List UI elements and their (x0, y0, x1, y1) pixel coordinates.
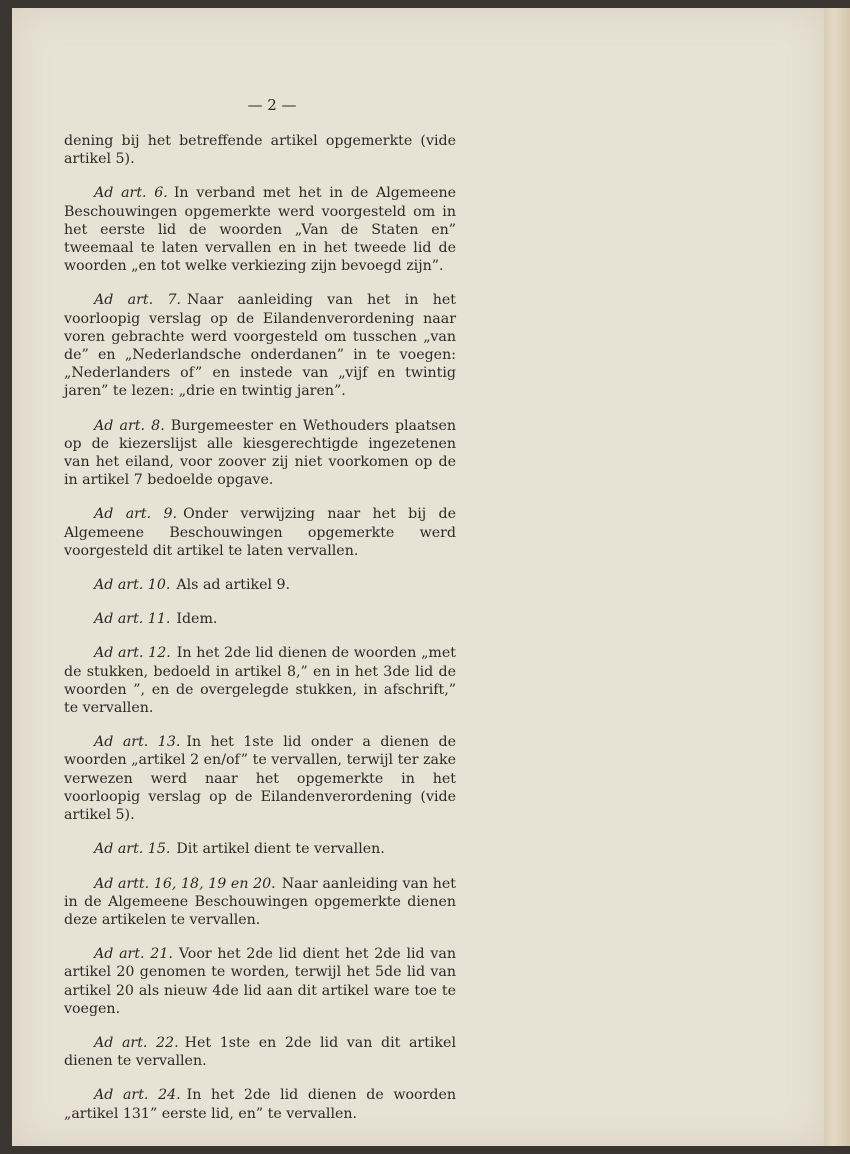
paragraph-text: In het 2de lid dienen de woorden „met de stukken, bedoeld in artikel 8,” en in het 3de lid de woorden ”, en de overgelegde stukken, in afschrift,” te vervallen. (64, 645, 456, 717)
paragraph-text: Onder verwijzing naar het bij de Algemeene Beschouwingen opgemerkte werd voorgesteld dit artikel te laten vervallen. (64, 506, 456, 559)
paragraph-art-8 (64, 417, 456, 490)
paragraph-art-22 (64, 1034, 456, 1070)
article-ref: Ad art. 13. (94, 734, 181, 751)
paragraph-art-16-20 (64, 875, 456, 930)
article-ref: Ad art. 11. (94, 611, 171, 628)
article-ref: Ad art. 15. (94, 841, 171, 858)
paragraph-text: Voor het 2de lid dient het 2de lid van artikel 20 genomen te worden, terwijl het 5de lid van artikel 20 als nieuw 4de lid aan dit artikel ware toe te voegen. (64, 946, 456, 1017)
opening-paragraph: dening bij het betreffende artikel opgemerkte (vide artikel 5). (64, 133, 456, 168)
article-ref: Ad art. 8. (94, 417, 165, 434)
article-ref: Ad art. 22. (94, 1034, 179, 1051)
paragraph-art-10 (64, 576, 456, 594)
page-edge (824, 8, 850, 1146)
paragraph-art-21 (64, 945, 456, 1018)
paragraph-text: Als ad artikel 9. (176, 577, 291, 594)
article-ref: Ad artt. 16, 18, 19 en 20. (94, 875, 276, 892)
paragraph-text: Naar aanleiding van het in het voorloopig verslag op de Eilandenverordening naar voren gebrachte werd voorgesteld om tusschen „van de” en „Nederlandsche onderdanen” in te voegen: „Nederlanders of” en instede van „vijf en twintig jaren” te lezen: „drie en twintig jaren”. (64, 292, 456, 400)
document-body (64, 132, 456, 1139)
article-ref: Ad art. 6. (94, 185, 168, 202)
article-ref: Ad art. 10. (94, 577, 171, 594)
article-ref: Ad art. 21. (94, 946, 173, 963)
paragraph-art-13 (64, 733, 456, 824)
paragraph-art-6 (64, 184, 456, 275)
paragraph-art-9 (64, 505, 456, 560)
paragraph-art-12 (64, 644, 456, 717)
article-ref: Ad art. 7. (94, 292, 182, 309)
article-ref: Ad art. 12. (94, 645, 171, 662)
paragraph-text: In het 2de lid dienen de woorden „artikel 131” eerste lid, en” te vervallen. (64, 1087, 456, 1122)
article-ref: Ad art. 24. (94, 1087, 181, 1104)
paragraph-art-15 (64, 840, 456, 858)
paragraph-text: In het 1ste lid onder a dienen de woorden „artikel 2 en/of” te vervallen, terwijl ter zake verwezen werd naar het opgemerkte in het voorloopig verslag op de Eilandenverordening (vide artikel 5). (64, 734, 456, 824)
paragraph-text: Burgemeester en Wethouders plaatsen op de kiezerslijst alle kiesgerechtigde ingezetenen van het eiland, voor zoover zij niet voorkomen op de in artikel 7 bedoelde opgave. (64, 417, 456, 489)
paragraph-text: Naar aanleiding van het in de Algemeene Beschouwingen opgemerkte dienen deze artikelen te vervallen. (64, 875, 456, 928)
paragraph-text: Idem. (176, 611, 218, 628)
paragraph-text: In verband met het in de Algemeene Beschouwingen opgemerkte werd voorgesteld om in het eerste lid de woorden „Van de Staten en” tweemaal te laten vervallen en in het tweede lid de woorden „en tot welke verkiezing zijn bevoegd zijn”. (64, 185, 457, 275)
paragraph-art-24 (64, 1086, 456, 1122)
page-number: — 2 — (247, 96, 297, 114)
article-ref: Ad art. 9. (94, 506, 178, 523)
paragraph-text: Dit artikel dient te vervallen. (176, 841, 385, 858)
paragraph-text: Het 1ste en 2de lid van dit artikel dienen te vervallen. (64, 1034, 456, 1070)
paragraph-art-11 (64, 610, 456, 628)
paragraph-art-7 (64, 291, 456, 400)
document-page (12, 8, 824, 1146)
